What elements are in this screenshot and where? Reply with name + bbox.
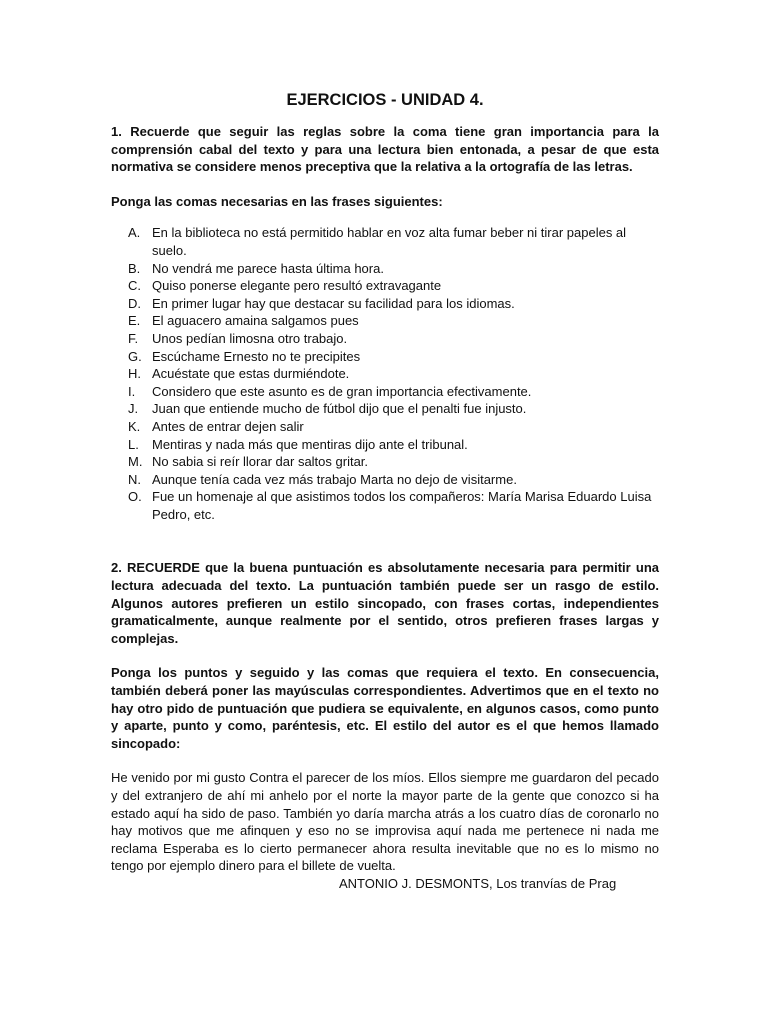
item-marker: I.: [128, 383, 136, 399]
list-item: [111, 312, 659, 330]
item-marker: C.: [128, 278, 141, 294]
item-marker: O.: [128, 489, 142, 505]
section1-intro: 1. Recuerde que seguir las reglas sobre la coma tiene gran importancia para la comprensión cabal del texto y para una lectura bien entonada, a pesar de que esta normativa se considere menos preceptiva que la relativa a la ortografía de las letras.: [111, 124, 659, 175]
item-text: En primer lugar hay que destacar su facilidad para los idiomas.: [152, 295, 515, 311]
list-item: [111, 471, 659, 489]
list-item: [111, 436, 659, 454]
item-marker: E.: [128, 313, 141, 329]
item-marker: G.: [128, 348, 142, 364]
spacer: [111, 210, 659, 224]
item-text: Mentiras y nada más que mentiras dijo ante el tribunal.: [152, 436, 468, 452]
spacer: [111, 647, 659, 664]
list-item: [111, 277, 659, 295]
item-text: Quiso ponerse elegante pero resultó extravagante: [152, 278, 442, 294]
item-marker: M.: [128, 454, 143, 470]
item-marker: F.: [128, 330, 139, 346]
item-text: Antes de entrar dejen salir: [152, 418, 304, 434]
list-item: [111, 348, 659, 366]
section2-instruction: Ponga los puntos y seguido y las comas que requiera el texto. En consecuencia, también deberá poner las mayúsculas correspondientes. Advertimos que en el texto no hay otro pido de puntuación que pudiera se equivalente, en algunos casos, como punto y aparte, punto y como, paréntesis, etc. El estilo del autor es el que hemos llamado sincopado:: [111, 665, 659, 751]
item-text: Acuéstate que estas durmiéndote.: [152, 366, 350, 382]
document-page: [111, 90, 659, 893]
item-marker: A.: [128, 225, 141, 241]
item-text: En la biblioteca no está permitido hablar en voz alta fumar beber ni tirar papeles al suelo.: [152, 225, 627, 258]
exercise-list: [111, 224, 659, 523]
list-item: [111, 383, 659, 401]
item-text: No sabia si reír llorar dar saltos gritar.: [152, 454, 369, 470]
item-marker: D.: [128, 295, 141, 311]
item-text: Escúchame Ernesto no te precipites: [152, 348, 361, 364]
list-item: [111, 224, 659, 259]
section1-instruction: Ponga las comas necesarias en las frases siguientes:: [111, 193, 443, 209]
passage-text: He venido por mi gusto Contra el parecer de los míos. Ellos siempre me guardaron del pecado y del extranjero de ahí mi anhelo por el norte la mayor parte de la gente que conozco si ha estado aquí ha sido de paso. También yo daría marcha atrás a los cuatro días de coronarlo no hay motivos que me afinquen y eso no se improvisa aquí nada me pertenece ni nada me reclama Esperaba es lo cierto permanecer ahora resulta inevitable que no es lo mismo no tengo por ejemplo dinero para el billete de vuelta.: [111, 770, 659, 874]
spacer: [111, 176, 659, 193]
section2-intro: 2. RECUERDE que la buena puntuación es absolutamente necesaria para permitir una lectura adecuada del texto. La puntuación también puede ser un rasgo de estilo. Algunos autores prefieren un estilo sincopado, con frases cortas, independientes gramaticalmente, aunque realmente por el sentido, otros prefieren frases largas y complejas.: [111, 560, 659, 646]
list-item: [111, 330, 659, 348]
spacer: [111, 523, 659, 559]
item-text: Considero que este asunto es de gran importancia efectivamente.: [152, 383, 532, 399]
item-text: El aguacero amaina salgamos pues: [152, 313, 359, 329]
item-marker: J.: [128, 401, 139, 417]
item-marker: N.: [128, 471, 141, 487]
list-item: [111, 295, 659, 313]
list-item: [111, 260, 659, 278]
attribution: ANTONIO J. DESMONTS, Los tranvías de Prag: [339, 875, 617, 891]
item-text: Fue un homenaje al que asistimos todos los compañeros: María Marisa Eduardo Luisa Pedro, etc.: [152, 489, 652, 522]
item-marker: H.: [128, 366, 141, 382]
spacer: [111, 752, 659, 769]
list-item: [111, 453, 659, 471]
list-item: [111, 418, 659, 436]
item-text: No vendrá me parece hasta última hora.: [152, 260, 384, 276]
item-text: Aunque tenía cada vez más trabajo Marta no dejo de visitarme.: [152, 471, 517, 487]
item-marker: B.: [128, 260, 141, 276]
item-marker: L.: [128, 436, 139, 452]
item-text: Juan que entiende mucho de fútbol dijo que el penalti fue injusto.: [152, 401, 527, 417]
list-item: [111, 488, 659, 523]
list-item: [111, 400, 659, 418]
document-title: EJERCICIOS - UNIDAD 4.: [286, 91, 484, 109]
list-item: [111, 365, 659, 383]
item-marker: K.: [128, 418, 141, 434]
item-text: Unos pedían limosna otro trabajo.: [152, 330, 348, 346]
